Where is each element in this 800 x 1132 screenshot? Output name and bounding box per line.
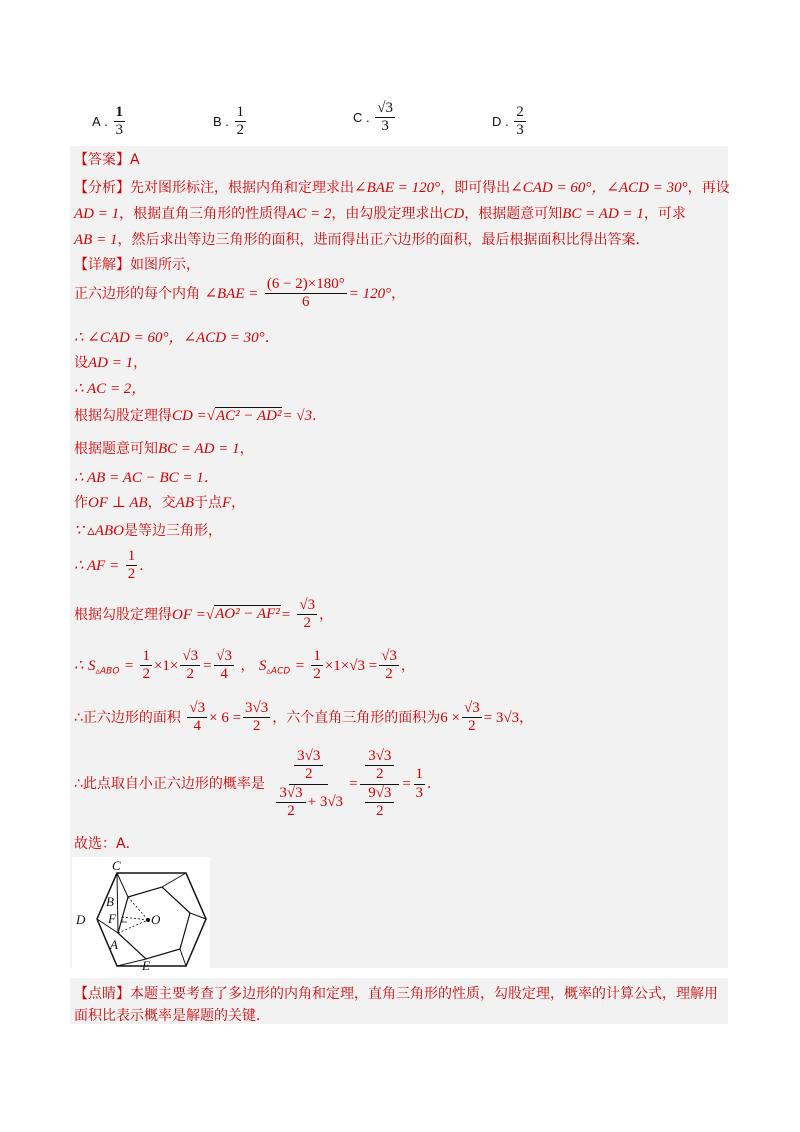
option-a: A . $\frac{1}{3}$	[92, 104, 124, 139]
detail-step-1: 正六边形的每个内角 ∠BAE = $\frac{(6 - 2)\times 180^\circ}{6}$ = 120°，	[74, 276, 406, 311]
option-d-fraction: $\frac{2}{3}$	[516, 104, 524, 139]
detail-step-9: ∵ ▵ABO是等边三角形，	[74, 523, 222, 539]
analysis-label: 【分析】	[74, 180, 130, 196]
detail-step-14: ∴此点取自小正六边形的概率是 $\frac{3√3}{2}$ $\frac{3√3}{2}$ + 3√3 = $\frac{\frac{3√3}{2}}{\frac{9√3}{2}}$ = $\frac{1}{3}$ ．	[74, 748, 442, 819]
option-letter: C	[353, 110, 363, 126]
option-a-fraction: $\frac{1}{3}$	[115, 104, 124, 139]
detail-step-13: ∴正六边形的面积 $\frac{√3}{4}$ × 6 = $\frac{3√3}{2}$ ，六个直角三角形的面积为6 × $\frac{√3}{2}$ = 3√3，	[74, 700, 534, 735]
compound-fraction-2: $\frac{\frac{3√3}{2}}{\frac{9√3}{2}}$	[360, 748, 399, 820]
detail-step-6: 根据题意可知BC = AD = 1，	[74, 441, 254, 457]
detail-step-4: ∴ AC = 2，	[74, 381, 147, 397]
detail-label: 【详解】	[74, 257, 130, 273]
detail-step-12: ∴ $S_{▵ABO}$ = $\frac{1}{2}$ ×1× $\frac{√3}{2}$ = $\frac{√3}{4}$ ， $S_{▵ACD}$ = $\frac{1}{2}$ ×1×√3 = $\frac{√3}{2}$ ，	[74, 648, 415, 683]
analysis-line-1: 【分析】先对图形标注，根据内角和定理求出∠BAE = 120°，即可得出∠CAD = 60°，∠ACD = 30°，再设	[74, 180, 730, 196]
option-letter: A	[92, 114, 101, 130]
choose-line: 故选：A．	[74, 836, 140, 852]
analysis-line-2: AD = 1，根据直角三角形的性质得AC = 2，由勾股定理求出CD，根据题意可知BC = AD = 1，可求	[74, 206, 686, 222]
choose-value: A．	[116, 836, 140, 852]
option-c-fraction: $\frac{√3}{3}$	[377, 100, 393, 135]
detail-step-2: ∴ ∠CAD = 60°，∠ACD = 30°．	[74, 330, 280, 346]
label-a: A	[110, 937, 118, 952]
comment-label: 【点睛】	[74, 986, 130, 1002]
answer-label: 【答案】	[74, 152, 130, 168]
detail-step-11: 根据勾股定理得OF = √ AO² − AF² = $\frac{√3}{2}$ ，	[74, 597, 334, 632]
label-f: F	[108, 911, 116, 926]
detail-step-5: 根据勾股定理得CD = √ AC² − AD² = √3．	[74, 407, 327, 424]
answer-line	[74, 149, 140, 169]
compound-fraction-1: $\frac{3√3}{2}$ $\frac{3√3}{2}$ + 3√3	[271, 748, 346, 820]
detail-step-3: 设AD = 1，	[74, 355, 148, 371]
sqrt-expression: √ AO² − AF²	[205, 606, 280, 623]
option-letter: B	[213, 114, 222, 130]
point-o	[146, 918, 150, 922]
detail-intro: 【详解】如图所示，	[74, 257, 200, 273]
detail-step-10: ∴ AF = $\frac{1}{2}$ ．	[74, 548, 154, 583]
label-b: B	[106, 894, 114, 909]
label-c: C	[112, 858, 121, 873]
comment-line-1: 【点睛】本题主要考查了多边形的内角和定理，直角三角形的性质，勾股定理，概率的计算公式，理解用	[74, 986, 718, 1002]
option-d: D . $\frac{2}{3}$	[492, 104, 524, 139]
option-letter: D	[492, 114, 502, 130]
option-b-fraction: $\frac{1}{2}$	[236, 104, 245, 139]
label-o: O	[151, 912, 161, 927]
hexagon-figure	[72, 857, 210, 975]
label-d: D	[76, 912, 86, 927]
detail-step-8: 作OF ⊥ AB，交AB于点F，	[74, 495, 246, 511]
label-e: E	[142, 958, 150, 973]
detail-step-7: ∴ AB = AC − BC = 1．	[74, 470, 219, 486]
option-c: C . $\frac{√3}{3}$	[353, 100, 393, 135]
option-b: B . $\frac{1}{2}$	[213, 104, 245, 139]
comment-line-2: 面积比表示概率是解题的关键．	[74, 1008, 270, 1024]
sqrt-expression: √ AC² − AD²	[206, 407, 282, 424]
answer-value: A	[130, 152, 140, 168]
analysis-line-3: AB = 1，然后求出等边三角形的面积，进而得出正六边形的面积，最后根据面积比得出答案．	[74, 232, 650, 248]
